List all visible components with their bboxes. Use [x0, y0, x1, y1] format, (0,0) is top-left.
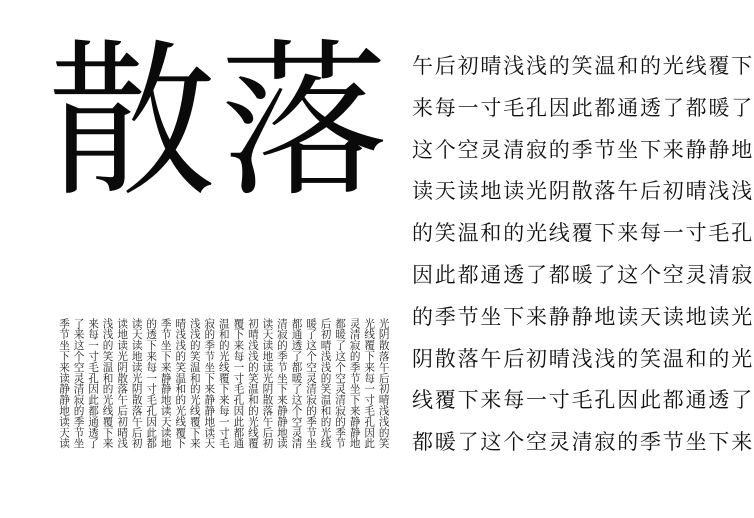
vertical-column: 后初晴浅浅的笑温和的光线: [319, 318, 332, 449]
text-line: 因此都通透了都暖了这个空灵清寂: [412, 262, 754, 287]
vertical-column: 光阴散落午后初晴浅浅的笑: [377, 318, 390, 449]
vertical-column: 初晴浅浅的笑温和的光线覆: [246, 318, 259, 449]
vertical-column: 读天读地读光阴散落午后初: [130, 318, 143, 449]
text-line: 线覆下来每一寸毛孔因此都通透了: [412, 388, 754, 413]
vertical-column: 都通透了都暖了这个空灵清: [290, 318, 303, 449]
vertical-column: 暖了这个空灵清寂的季节坐: [305, 318, 318, 449]
vertical-column: 的透下来每一寸毛孔因此都: [145, 318, 158, 449]
vertical-column: 季节坐下来静静地读天读地: [159, 318, 172, 449]
vertical-column: 季节坐下来读静静地读天读: [58, 318, 70, 449]
vertical-column: 都暖了这个空灵清寂的季节: [334, 318, 347, 449]
vertical-column: 灵清寂的季节坐下来静静地: [348, 318, 361, 449]
vertical-column: 浅浅的笑温和的光线覆下来: [188, 318, 201, 449]
text-line: 这个空灵清寂的季节坐下来静静地: [412, 137, 754, 162]
text-line: 来每一寸毛孔因此都通透了都暖了: [412, 95, 754, 120]
vertical-text-block: [58, 318, 390, 468]
text-line: 的笑温和的光线覆下来每一寸毛孔: [412, 221, 754, 246]
vertical-column: 覆下来每一寸毛孔因此都通: [232, 318, 245, 449]
vertical-column: 来每一寸毛孔因此都通透了: [87, 318, 100, 449]
vertical-column: 温和的光线覆下来每一寸毛: [217, 318, 230, 449]
text-line: 午后初晴浅浅的笑温和的光线覆下: [412, 54, 754, 78]
text-line: 都暖了这个空灵清寂的季节坐下来: [412, 430, 754, 455]
text-line: 的季节坐下来静静地读天读地读光: [412, 304, 754, 329]
vertical-column: 寂的季节坐下来静静地读天: [203, 318, 216, 449]
title-heading: 散落: [48, 24, 392, 220]
right-text-block: [412, 46, 754, 464]
text-line: 读天读地读光阴散落午后初晴浅浅: [412, 179, 754, 204]
vertical-column: 读天读地读光阴散落午后初: [261, 318, 274, 449]
vertical-column: 了来这个空灵清寂的季节坐: [72, 318, 85, 449]
vertical-column: 浅浅的笑温和的光线覆下来: [101, 318, 114, 449]
vertical-column: 清寂的季节坐下来静静地读: [275, 318, 288, 449]
vertical-column: 读地读光阴散落午后初晴浅: [116, 318, 129, 449]
text-line: 阴散落午后初晴浅浅的笑温和的光: [412, 346, 754, 371]
vertical-column: 光线覆下来每一寸毛孔因此: [363, 318, 376, 449]
vertical-column: 晴浅浅的笑温和的光线覆下: [174, 318, 187, 449]
